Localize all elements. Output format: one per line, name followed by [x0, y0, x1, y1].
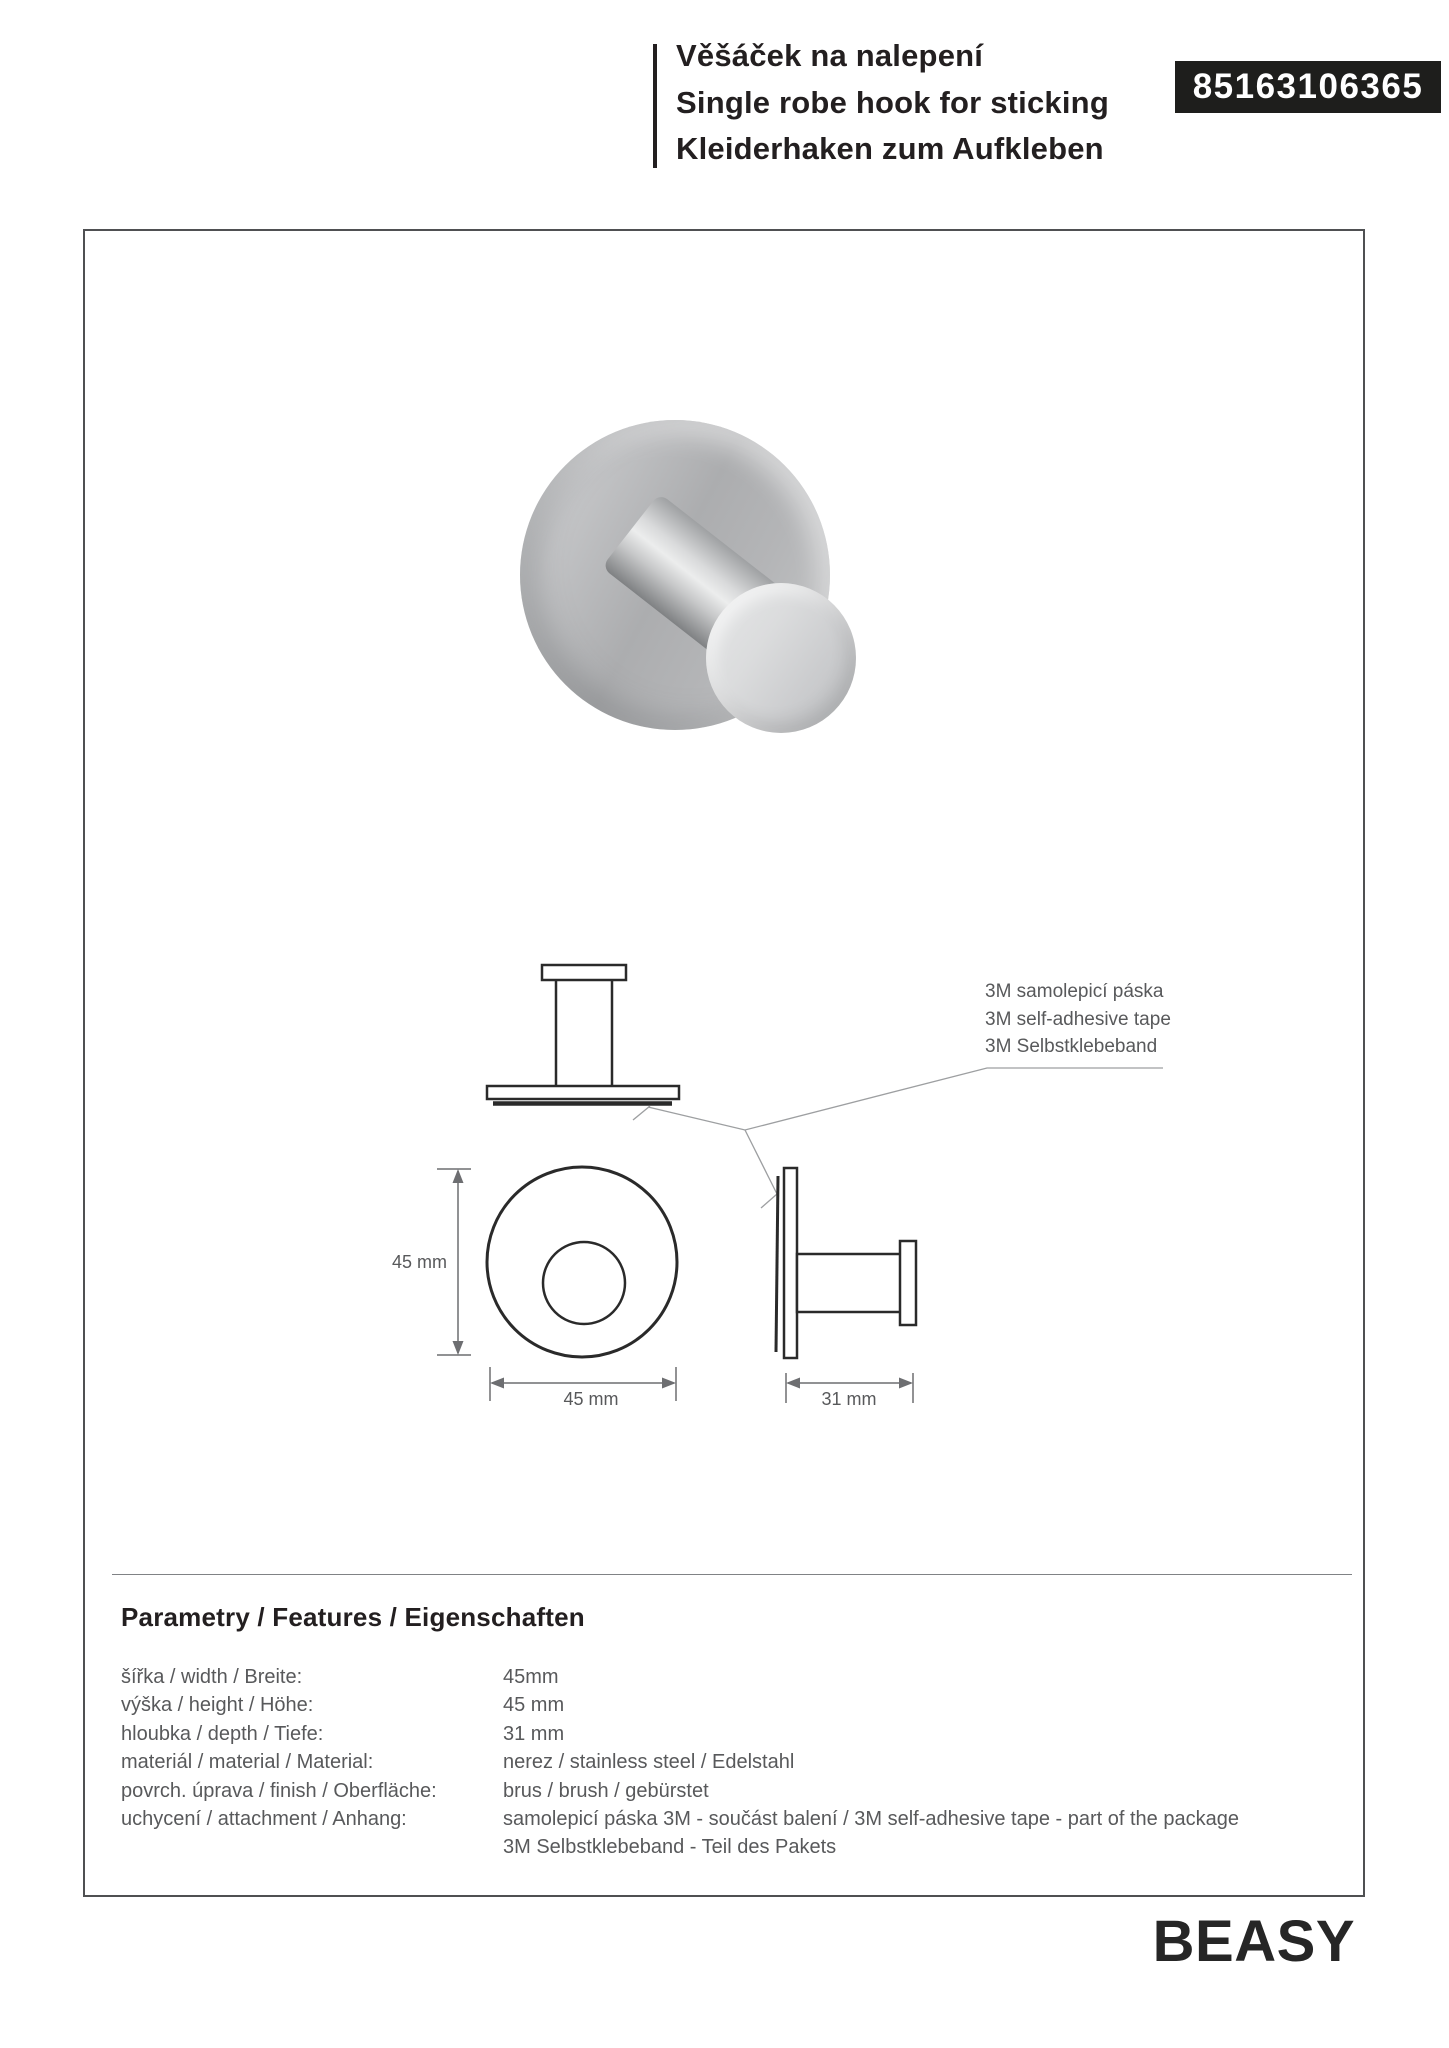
param-label-attachment: uchycení / attachment / Anhang: — [121, 1808, 407, 1831]
param-value-material: nerez / stainless steel / Edelstahl — [503, 1751, 795, 1774]
param-label-height: výška / height / Höhe: — [121, 1694, 314, 1717]
parameters-separator — [112, 1574, 1352, 1575]
product-title-cs: Věšáček na nalepení — [676, 38, 984, 73]
parameters-table — [121, 1663, 1361, 1862]
brand-logo: BEASY — [1152, 1909, 1355, 1974]
tape-annotation-en: 3M self-adhesive tape — [985, 1008, 1171, 1030]
param-value-width: 45mm — [503, 1666, 559, 1688]
product-photo-knob — [706, 583, 856, 733]
parameters-heading: Parametry / Features / Eigenschaften — [121, 1602, 585, 1632]
table-row — [121, 1777, 1361, 1805]
table-row — [121, 1720, 1361, 1748]
table-row — [121, 1691, 1361, 1719]
product-title — [676, 33, 1236, 173]
tape-annotation-de: 3M Selbstklebeband — [985, 1036, 1158, 1057]
param-value-finish: brus / brush / gebürstet — [503, 1779, 709, 1802]
product-title-de: Kleiderhaken zum Aufkleben — [676, 131, 1104, 166]
tape-annotation-cs: 3M samolepicí páska — [985, 981, 1164, 1002]
table-row — [121, 1663, 1361, 1691]
product-title-en: Single robe hook for sticking — [676, 84, 1109, 120]
table-row — [121, 1748, 1361, 1776]
title-divider-bar — [653, 44, 657, 168]
param-value-depth: 31 mm — [503, 1722, 565, 1745]
param-value-height: 45 mm — [503, 1694, 565, 1717]
param-label-depth: hloubka / depth / Tiefe: — [121, 1722, 324, 1745]
depth-dimension-label: 31 mm — [821, 1389, 877, 1409]
param-label-material: materiál / material / Material: — [121, 1751, 374, 1774]
width-dimension-label: 45 mm — [563, 1389, 619, 1409]
product-code-badge: 85163106365 — [1175, 61, 1441, 113]
param-label-width: šířka / width / Breite: — [121, 1666, 303, 1688]
param-label-finish: povrch. úprava / finish / Oberfläche: — [121, 1779, 437, 1802]
table-row — [121, 1805, 1361, 1862]
param-value-attachment — [503, 1805, 1361, 1862]
param-value-attachment-line1: samolepicí páska 3M - součást balení / 3M self-adhesive tape - part of the package — [503, 1808, 1239, 1831]
height-dimension-label: 45 mm — [391, 1252, 447, 1272]
param-value-attachment-line2: 3M Selbstklebeband - Teil des Pakets — [503, 1836, 837, 1859]
tape-annotation — [985, 978, 1171, 1061]
